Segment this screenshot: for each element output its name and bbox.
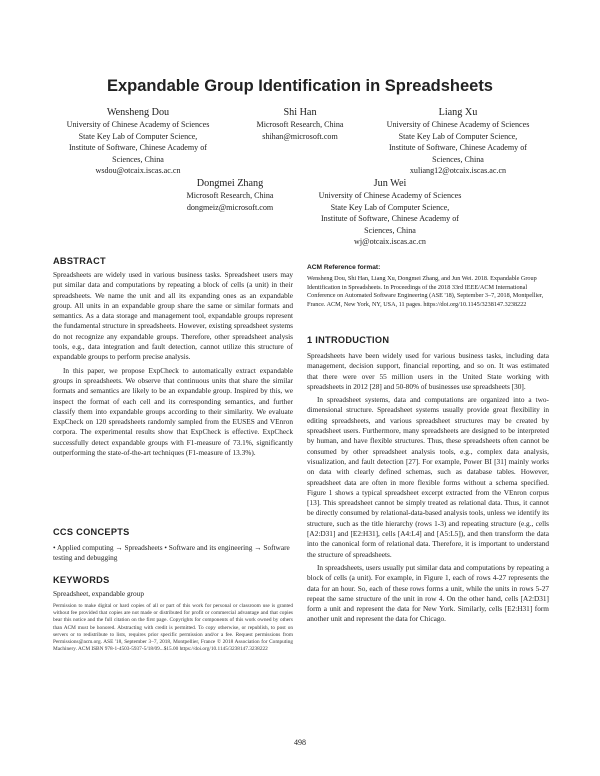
abstract-body: [53, 270, 293, 458]
intro-paragraph: Spreadsheets have been widely used for various business tasks, including data management, decision support, financial reporting, and so on. It was estimated that there were over 55 million users in the United State working with spreadsheets in 2012 [28] and 50-80% of businesses use spreadsheets [30].: [307, 351, 549, 391]
author-email[interactable]: wsdou@otcaix.iscas.ac.cn: [95, 166, 181, 175]
abstract-paragraph: Spreadsheets are widely used in various business tasks. Spreadsheet users may put similar data and computations by repeating a block of cells (a unit) in their spreadsheets. We name the unit and all its expanding ones as an expandable group. All units in an expandable group share the same or similar formats and semantics. As a data storage and management tool, expandable groups represent the fundamental structure in spreadsheets. However, existing spreadsheet systems do not recognize any expandable groups. Therefore, other spreadsheet analysis tools, e.g., data integration and fault detection, cannot utilize this structure of expandable groups to perform precise analysis.: [53, 270, 293, 362]
ccs-text: • Applied computing → Spreadsheets • Software and its engineering → Software testing and debugging: [53, 543, 290, 563]
author-affiliation: University of Chinese Academy of Sciences: [318, 191, 462, 200]
author-affiliation: Sciences, China: [112, 154, 164, 164]
author-affiliation: State Key Lab of Computer Science,: [398, 131, 518, 141]
abstract-heading: ABSTRACT: [53, 256, 106, 266]
intro-body: [307, 351, 549, 625]
abstract-paragraph: In this paper, we propose ExpCheck to automatically extract expandable groups in spreadsheets. We observe that continuous units that share the similar formats and semantics are likely to be an expandable group. Inspired by this, we inspect the format of each cell and its corresponding semantics, and further classify them into expandable groups according to their similarity. We evaluate ExpCheck on 120 spreadsheets randomly sampled from the EUSES and VEnron corpora. The experimental results show that ExpCheck is effective. ExpCheck successfully detect expandable groups with F1-measure of 73.1%, significantly outperforming the state-of-the-art techniques (F1-measure of 13.3%).: [53, 365, 293, 458]
author-affiliation: Sciences, China: [364, 225, 416, 235]
intro-paragraph: In spreadsheet systems, data and computations are organized into a two-dimensional structure. Spreadsheet systems usually provide great flexibility in editing spreadsheets, and various spreadsheet structures may be created by spreadsheet users. Furthermore, many spreadsheets are designed to be interpreted by human, and have flexible structures. Thus, these spreadsheets often cannot be consumed by other spreadsheet analysis tools, e.g., complex data analysis, visualization, and fault detection [27]. For example, Power BI [31] mainly works on data with clearly defined schemas, such as database tables. However, spreadsheet data are often in more flexible forms without a schema specified. Figure 1 shows a typical spreadsheet excerpt extracted from the VEnron corpus [13]. This spreadsheet cannot be simply treated as relational data. Thus, it cannot be directly consumed by relational-data-based analysis tools, unless we identify its structure, such as the title hierarchy (rows 1-3) and repeating structure (e.g., cells [A2:D31] and [E2:H31], cells [A4:L4] and [A5:L5]), and then transform the data into the canonical form of relational data. Therefore, it is important to understand the structure of spreadsheets.: [307, 395, 549, 559]
author-email[interactable]: dongmeiz@microsoft.com: [186, 202, 274, 212]
intro-paragraph: In spreadsheets, users usually put similar data and computations by repeating a block of cells (a unit). For example, in Figure 1, each of rows 4-27 represents the data for an hour. So, each of these rows forms a unit, while the units in rows 5-27 repeat the same structure of the unit in row 4. On the other hand, cells [A2:D31] form a unit and represent the data for New York. Similarly, cells [E2:H31] form another unit and represent the data for Chicago.: [307, 562, 549, 624]
page-number: 498: [294, 738, 306, 747]
acm-reference: [307, 264, 549, 310]
author-name: Wensheng Dou: [106, 107, 170, 118]
acm-reference-label: ACM Reference format:: [307, 264, 381, 271]
author-email[interactable]: wj@otcaix.iscas.ac.cn: [354, 237, 426, 246]
intro-heading: 1 INTRODUCTION: [307, 335, 390, 345]
author-name: Dongmei Zhang: [196, 178, 264, 189]
ccs-heading: CCS CONCEPTS: [53, 527, 130, 537]
author-name: Liang Xu: [438, 107, 478, 118]
permission-notice: Permission to make digital or hard copies of all or part of this work for personal or classroom use is granted without fee provided that copies are not made or distributed for profit or commercial advantage and that copies bear this notice and the full citation on the first page. Copyrights for components of this work owned by others than ACM must be honored. Abstracting with credit is permitted. To copy otherwise, or republish, to post on servers or to redistribute to lists, requires prior specific permission and/or a fee. Request permissions from Permissions@acm.org. ASE '18, September 3–7, 2018, Montpellier, France © 2018 Association for Computing Machinery. ACM ISBN 978-1-4503-5937-5/18/09...$15.00 https://doi.org/10.1145/3238147.3238222: [53, 603, 293, 653]
author-affiliation: Institute of Software, Chinese Academy of: [320, 214, 459, 223]
author-affiliation: Microsoft Research, China: [186, 191, 274, 200]
author-affiliation: Institute of Software, Chinese Academy of: [388, 143, 527, 152]
author-affiliation: Sciences, China: [432, 154, 484, 164]
keywords-text: Spreadsheet, expandable group: [53, 589, 144, 598]
author-affiliation: University of Chinese Academy of Sciences: [66, 120, 210, 129]
author-affiliation: Institute of Software, Chinese Academy of: [68, 143, 207, 152]
author-name: Jun Wei: [373, 178, 407, 189]
keywords-heading: KEYWORDS: [53, 575, 110, 585]
author-affiliation: Microsoft Research, China: [256, 120, 344, 129]
author-email[interactable]: xuliang12@otcaix.iscas.ac.cn: [409, 166, 507, 175]
author-affiliation: State Key Lab of Computer Science,: [78, 131, 198, 141]
author-email[interactable]: shihan@microsoft.com: [262, 131, 338, 141]
author-block: [358, 106, 558, 177]
author-block: [290, 177, 490, 248]
author-block: [38, 106, 238, 177]
acm-reference-text: Wensheng Dou, Shi Han, Liang Xu, Dongmei Zhang, and Jun Wei. 2018. Expandable Group Identification in Spreadsheets. In Proceedings of the 2018 33rd IEEE/ACM International Conference on Automated Software Engineering (ASE '18), September 3–7, 2018, Montpellier, France. ACM, New York, NY, USA, 11 pages. https://doi.org/10.1145/3238147.3238222: [307, 274, 544, 309]
author-affiliation: University of Chinese Academy of Sciences: [386, 120, 530, 129]
paper-title: Expandable Group Identification in Spreadsheets: [107, 77, 493, 95]
author-block: [225, 106, 375, 142]
author-affiliation: State Key Lab of Computer Science,: [330, 202, 450, 212]
author-name: Shi Han: [283, 107, 317, 118]
